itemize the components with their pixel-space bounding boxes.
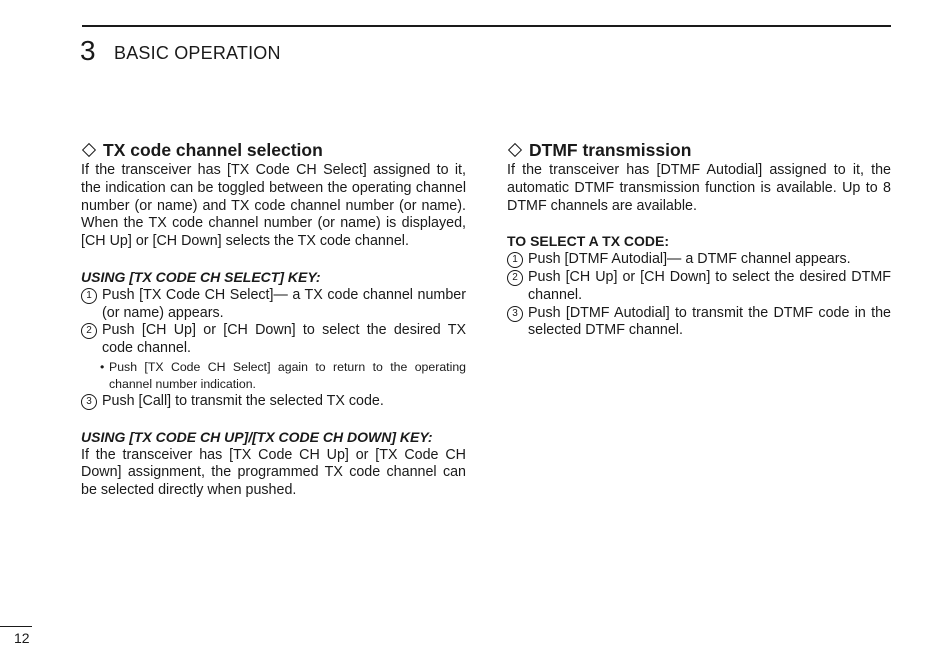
note-text: Push [TX Code CH Select] again to return to the operating channel number indication.: [109, 359, 466, 391]
tx-code-up-down-heading: USING [TX CODE CH UP]/[TX CODE CH DOWN] KEY:: [81, 428, 433, 445]
tx-code-intro: If the transceiver has [TX Code CH Select] assigned to it, the indication can be toggled between the operating channel number (or name) and TX code channel number (or name). When the TX code channel number (or name) is displayed, [CH Up] or [CH Down] selects the TX code channel.: [81, 162, 466, 250]
chapter-number: 3: [80, 35, 96, 66]
dtmf-intro: If the transceiver has [DTMF Autodial] assigned to it, the automatic DTMF transmission function is available. Up to 8 DTMF channels are available.: [507, 162, 891, 214]
step-text: Push [CH Up] or [CH Down] to select the desired DTMF channel.: [528, 268, 891, 303]
bullet-icon: •: [100, 359, 105, 374]
page-number: 12: [14, 630, 30, 646]
step-text: Push [TX Code CH Select]— a TX code channel number (or name) appears.: [102, 286, 466, 321]
dtmf-step-3: [507, 305, 891, 341]
chapter-title: BASIC OPERATION: [114, 43, 281, 63]
step-number-1: 1: [507, 252, 523, 268]
step-text: Push [DTMF Autodial] to transmit the DTMF code in the selected DTMF channel.: [528, 304, 891, 339]
dtmf-select-heading: TO SELECT A TX CODE:: [507, 233, 670, 250]
dtmf-title: DTMF transmission: [529, 140, 692, 160]
dtmf-step-2: [507, 269, 891, 305]
step-text: Push [DTMF Autodial]— a DTMF channel appears.: [528, 251, 851, 268]
step-number-2: 2: [507, 270, 523, 286]
tx-code-heading: [81, 139, 466, 161]
step-number-3: 3: [81, 394, 97, 410]
step-number-3: 3: [507, 306, 523, 322]
diamond-icon: [82, 143, 96, 157]
tx-code-step-2: [81, 322, 466, 358]
dtmf-heading: [507, 139, 891, 161]
footer-rule: [0, 626, 32, 627]
tx-code-select-key-heading: USING [TX CODE CH SELECT] KEY:: [81, 268, 321, 285]
diamond-icon: [508, 143, 522, 157]
step-text: Push [Call] to transmit the selected TX code.: [102, 392, 384, 409]
tx-code-up-down-text: If the transceiver has [TX Code CH Up] or [TX Code CH Down] assignment, the programmed TX code channel can be selected directly when pushed.: [81, 446, 466, 499]
tx-code-title: TX code channel selection: [103, 140, 323, 160]
tx-code-section: [81, 139, 466, 500]
dtmf-step-1: [507, 251, 891, 269]
tx-code-step-1: [81, 287, 466, 323]
step-number-1: 1: [81, 288, 97, 304]
step-text: Push [CH Up] or [CH Down] to select the desired TX code channel.: [102, 322, 466, 357]
tx-code-step-3: [81, 393, 466, 411]
step-number-2: 2: [81, 323, 97, 339]
tx-code-note: [81, 359, 466, 393]
header-rule: [82, 25, 891, 27]
dtmf-section: [507, 139, 891, 340]
